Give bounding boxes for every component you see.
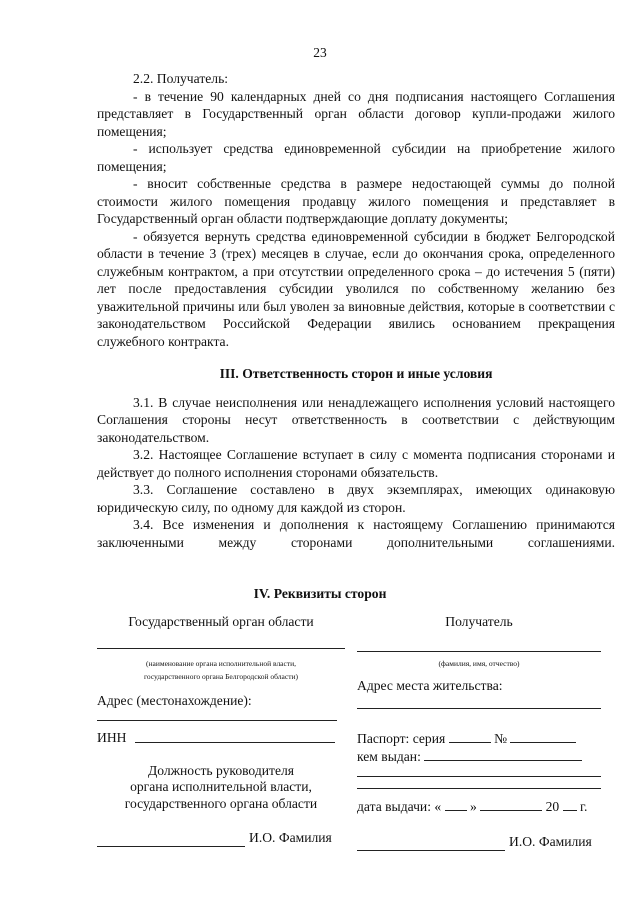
right-address-line	[357, 708, 601, 709]
section3-heading: III. Ответственность сторон и иные условия	[219, 366, 493, 381]
left-position-2: органа исполнительной власти,	[130, 779, 312, 794]
issue-date-label: дата выдачи: «	[357, 799, 442, 814]
left-signature-line	[97, 846, 245, 847]
inn-line	[135, 742, 335, 743]
right-address-label: Адрес места жительства:	[357, 678, 503, 693]
passport-series-label: Паспорт: серия	[357, 731, 446, 746]
left-org-name-line	[97, 648, 345, 649]
issue-year-prefix: 20	[545, 799, 560, 814]
left-caption-2: государственного органа Белгородской области)	[144, 672, 298, 681]
left-position-3: государственного органа области	[124, 796, 318, 811]
left-caption-1: (наименование органа исполнительной власти,	[145, 659, 297, 668]
issued-by-line-2	[357, 776, 601, 777]
left-signature-name: И.О. Фамилия	[249, 830, 332, 845]
passport-row	[357, 730, 576, 747]
issue-date-row	[357, 798, 587, 815]
left-address-line	[97, 720, 337, 721]
document-body	[97, 70, 615, 551]
left-position-1: Должность руководителя	[147, 763, 295, 778]
section4-heading: IV. Реквизиты сторон	[253, 586, 387, 601]
issued-by-label: кем выдан:	[357, 749, 421, 764]
section3-item-1: 3.1. В случае неисполнения или ненадлежащего исполнения условий настоящего Соглашения стороны несут ответственность в соответствии с действующим законодательством.	[97, 394, 615, 445]
section2-heading: 2.2. Получатель:	[133, 71, 229, 86]
left-address-label: Адрес (местонахождение):	[97, 693, 252, 708]
issued-by-line-3	[357, 788, 601, 789]
section3-item-4: 3.4. Все изменения и дополнения к настоящему Соглашению принимаются заключенными между сторонами дополнительными соглашениями.	[97, 517, 615, 550]
issued-by-field[interactable]	[424, 748, 582, 761]
right-signature-name: И.О. Фамилия	[509, 834, 592, 849]
section2-item-3: - вносит собственные средства в размере недостающей суммы до полной стоимости жилого помещения продавцу жилого помещения и представляет в Государственный орган области подтверждающие доплату документы;	[97, 176, 615, 226]
right-party-title: Получатель	[445, 614, 513, 629]
section2-item-2: - использует средства единовременной субсидии на приобретение жилого помещения;	[97, 141, 615, 174]
section2-item-4: - обязуется вернуть средства единовременной субсидии в бюджет Белгородской области в течение 3 (трех) месяцев в случае, если до окончания срока, определенного служебным контрактом, а при отсутствии определенного срока – до истечения 5 (пяти) лет после предоставления субсидии уволился по собственному желанию без уважительной причины или был уволен за виновные действия, которые в соответствии с законодательством Российской Федерации явились основанием прекращения служебного контракта.	[97, 228, 615, 349]
left-party-title: Государственный орган области	[128, 614, 314, 629]
issue-day-field[interactable]	[445, 798, 467, 811]
right-name-line	[357, 651, 601, 652]
issue-date-close: »	[470, 799, 477, 814]
passport-number-field[interactable]	[510, 730, 576, 743]
passport-series-field[interactable]	[449, 730, 491, 743]
issue-year-field[interactable]	[563, 798, 577, 811]
section3-item-2: 3.2. Настоящее Соглашение вступает в силу с момента подписания сторонами и действует до полного исполнения сторонами обязательств.	[97, 447, 615, 480]
passport-number-label: №	[494, 731, 508, 746]
inn-label: ИНН	[97, 730, 127, 745]
right-signature-line	[357, 850, 505, 851]
page-number: 23	[313, 45, 327, 60]
right-caption: (фамилия, имя, отчество)	[438, 659, 520, 668]
issued-by-row	[357, 748, 582, 765]
section2-item-1: - в течение 90 календарных дней со дня подписания настоящего Соглашения представляет в Государственный орган области договор купли-продажи жилого помещения;	[97, 88, 615, 139]
section3-item-3: 3.3. Соглашение составлено в двух экземплярах, имеющих одинаковую юридическую силу, по одному для каждой из сторон.	[97, 482, 615, 515]
issue-year-suffix: г.	[580, 799, 588, 814]
issue-month-field[interactable]	[480, 798, 542, 811]
